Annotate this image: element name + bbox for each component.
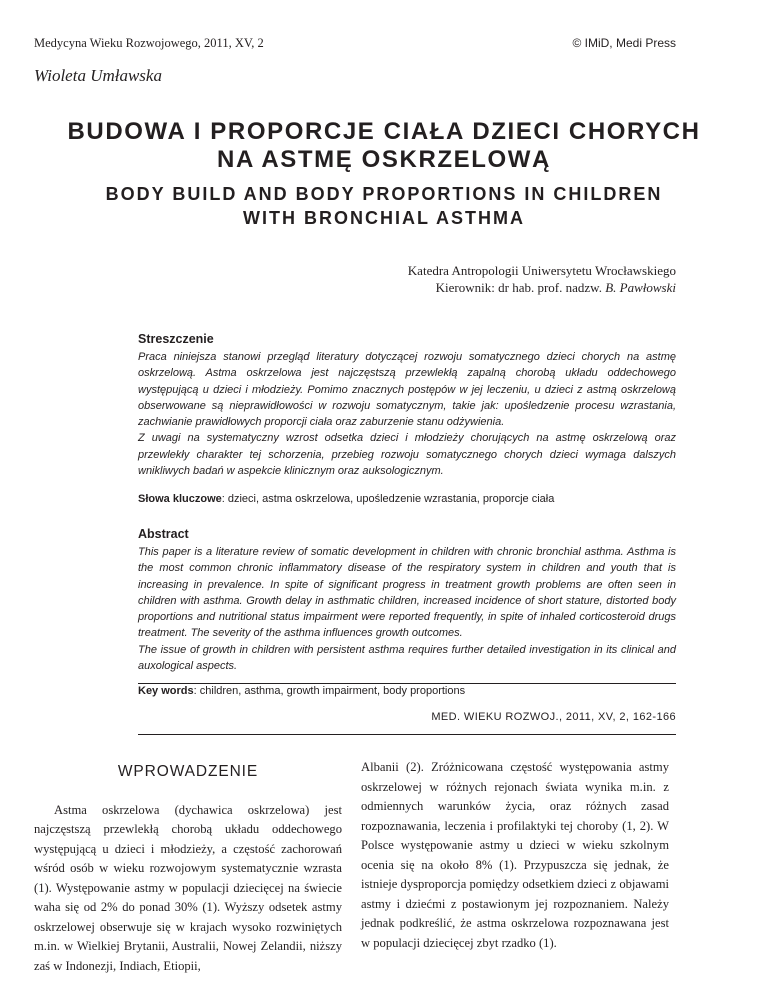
- abstract-text-2: The issue of growth in children with persistent asthma requires further detailed investigation in its clinical and auxological aspects.: [138, 643, 676, 673]
- title-english: [0, 182, 768, 230]
- divider-top: [138, 683, 676, 684]
- abstract-text: This paper is a literature review of somatic development in children with chronic bronchial asthma. Asthma is the most common chronic inflammatory disease of the respiratory system in children and youth that is increasing in prevalence. In spite of significant progress in treatment growth problems are often seen in children with asthma. Growth delay in asthmatic children, increased incidence of short stature, distorted body proportions and nutritional status impairment were reported frequently, in spite of inhaled corticosteroid drugs treatment. The severity of the asthma influences growth outcomes.: [138, 546, 676, 640]
- affiliation-head-label: Kierownik: dr hab. prof. nadzw.: [435, 280, 602, 295]
- body-column-right: [361, 758, 669, 953]
- streszczenie-keywords-list: : dzieci, astma oskrzelowa, upośledzenie wzrastania, proporcje ciała: [221, 493, 555, 506]
- streszczenie-keywords-label: Słowa kluczowe: [138, 493, 222, 506]
- divider-bottom: [138, 734, 676, 735]
- body-paragraph-1: Astma oskrzelowa (dychawica oskrzelowa) jest najczęstszą przewlekłą chorobą układu oddechowego występującą u dzieci i młodzieży, a częstość zachorowań wśród osób w wieku rozwojowym systematycznie wzrasta (1). Występowanie astmy w populacji dziecięcej na świecie waha się od 2% do ponad 30% (1). Wyższy odsetek astmy oskrzelowej obserwuje się w krajach wysoko rozwiniętych m.in. w Wielkiej Brytanii, Australii, Nowej Zelandii, niższy zaś w Indonezji, Indiach, Etiopii,: [34, 802, 342, 973]
- abstract-block: [138, 527, 676, 697]
- affiliation-head: [408, 279, 676, 296]
- streszczenie-keywords: [138, 493, 676, 505]
- abstract-keywords-list: : children, asthma, growth impairment, body proportions: [193, 685, 466, 698]
- affiliation-institution: Katedra Antropologii Uniwersytetu Wrocławskiego: [407, 263, 676, 278]
- journal-header: Medycyna Wieku Rozwojowego, 2011, XV, 2: [34, 36, 264, 50]
- title-polish-line2: NA ASTMĘ OSKRZELOWĄ: [217, 146, 551, 173]
- title-english-line2: WITH BRONCHIAL ASTHMA: [243, 208, 525, 228]
- streszczenie-heading: Streszczenie: [138, 332, 214, 346]
- affiliation: [408, 262, 676, 296]
- section-heading: WPROWADZENIE: [117, 763, 259, 780]
- streszczenie-block: [138, 332, 676, 505]
- affiliation-head-name: B. Pawłowski: [605, 280, 676, 295]
- title-english-line1: BODY BUILD AND BODY PROPORTIONS IN CHILDREN: [105, 184, 663, 204]
- title-polish-line1: BUDOWA I PROPORCJE CIAŁA DZIECI CHORYCH: [67, 118, 701, 145]
- streszczenie-text-2: Z uwagi na systematyczny wzrost odsetka dzieci i młodzieży chorujących na astmę oskrzelową oraz przewlekły charakter tej schorzenia, przebieg rozwoju somatycznego chorych dzieci wymaga dalszych wnikliwych badań w aspekcie klinicznym oraz auksologicznym.: [138, 432, 676, 478]
- body-paragraph-2: Albanii (2). Zróżnicowana częstość występowania astmy oskrzelowej w różnych rejonach świata wynika m.in. z odmiennych warunków życia, oraz różnych zasad rozpoznawania, leczenia i profilaktyki tej choroby (1, 2). W Polsce występowanie astmy u dzieci w wieku szkolnym ocenia się na około 8% (1). Przypuszcza się jednak, że istnieje dysproporcja pomiędzy odsetkiem dzieci z objawami astmy i dziećmi z postawionym jej rozpoznaniem. Należy jednak podkreślić, że astma oskrzelowa rozpoznawana jest w populacji dziecięcej zbyt rzadko (1).: [361, 760, 669, 950]
- body-column-left: [34, 758, 342, 976]
- streszczenie-text: Praca niniejsza stanowi przegląd literatury dotyczącej rozwoju somatycznego dzieci chorych na astmę oskrzelową. Astma oskrzelowa jest najczęstszą przewlekłą zapalną chorobą układu oddechowego występującą u dzieci i młodzieży. Pomimo znacznych postępów w jej leczeniu, u dzieci z astmą oskrzelową obserwowane są nieprawidłowości w rozwoju somatycznym, takie jak: upośledzenie procesu wzrastania, zachwianie prawidłowych proporcji ciała oraz zaburzenie stanu odżywienia.: [138, 351, 676, 429]
- citation: MED. WIEKU ROZWOJ., 2011, XV, 2, 162-166: [431, 711, 676, 723]
- abstract-keywords: [138, 685, 676, 697]
- author-name: Wioleta Umławska: [34, 66, 162, 85]
- abstract-heading: Abstract: [138, 527, 189, 541]
- publisher-header: © IMiD, Medi Press: [572, 36, 676, 50]
- title-polish: [0, 118, 768, 174]
- abstract-keywords-label: Key words: [138, 685, 194, 698]
